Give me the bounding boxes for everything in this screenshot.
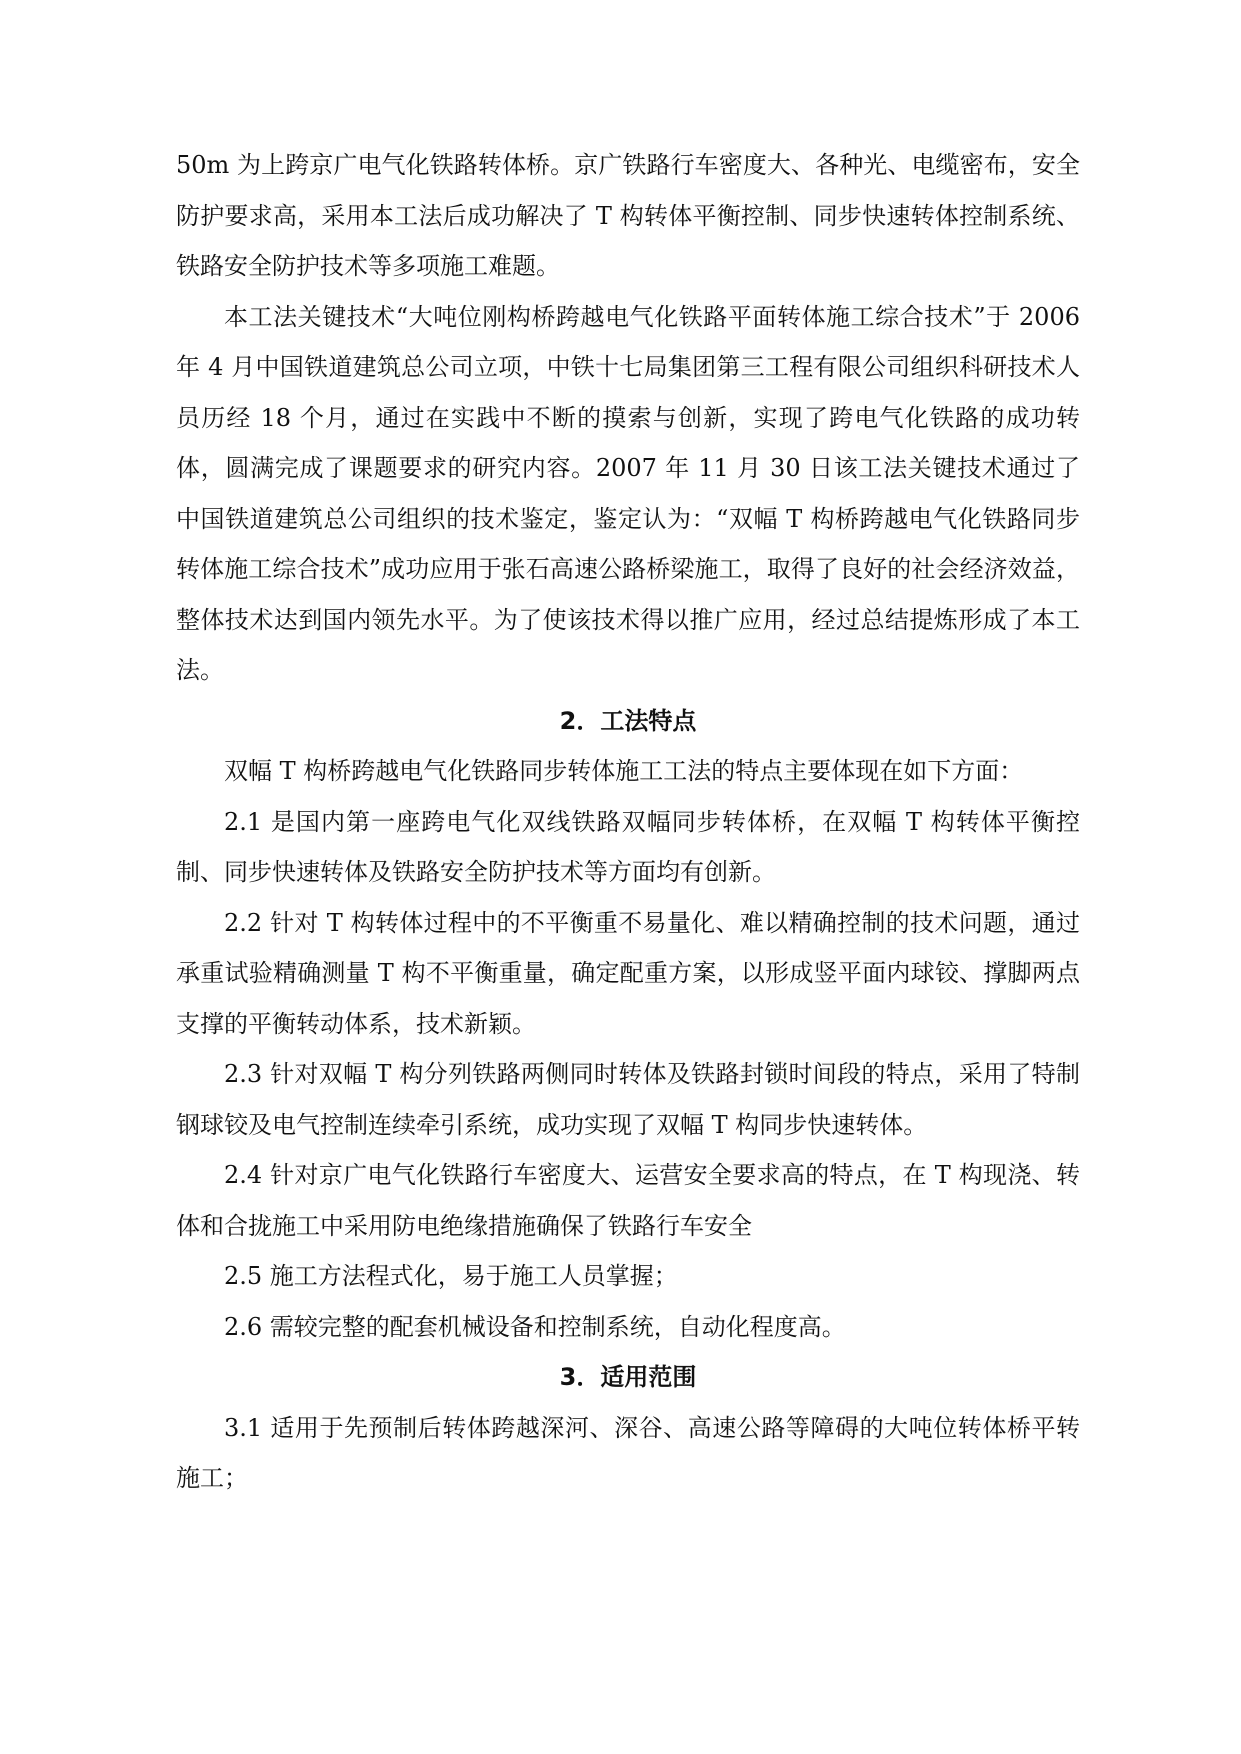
paragraph-key-technology: 本工法关键技术“大吨位刚构桥跨越电气化铁路平面转体施工综合技术”于 2006 年 4 月中国铁道建筑总公司立项，中铁十七局集团第三工程有限公司组织科研技术人员历经 18 个月，通过在实践中不断的摸索与创新，实现了跨电气化铁路的成功转体，圆满完成了课题要求的研究内容。2007 年 11 月 30 日该工法关键技术通过了中国铁道建筑总公司组织的技术鉴定，鉴定认为：“双幅 T 构桥跨越电气化铁路同步转体施工综合技术”成功应用于张石高速公路桥梁施工，取得了良好的社会经济效益，整体技术达到国内领先水平。为了使该技术得以推广应用，经过总结提炼形成了本工法。 — [176, 302, 1080, 684]
feature-item-2-4: 2.4 针对京广电气化铁路行车密度大、运营安全要求高的特点，在 T 构现浇、转体和合拢施工中采用防电绝缘措施确保了铁路行车安全 — [176, 1161, 1080, 1240]
section-heading-scope: 3．适用范围 — [559, 1363, 697, 1391]
document-page — [176, 140, 1080, 1504]
paragraph-continuation: 50m 为上跨京广电气化铁路转体桥。京广铁路行车密度大、各种光、电缆密布，安全防护要求高，采用本工法后成功解决了 T 构转体平衡控制、同步快速转体控制系统、铁路安全防护技术等多项施工难题。 — [176, 151, 1080, 280]
section-features-intro: 双幅 T 构桥跨越电气化铁路同步转体施工工法的特点主要体现在如下方面： — [224, 757, 1024, 785]
feature-item-2-2: 2.2 针对 T 构转体过程中的不平衡重不易量化、难以精确控制的技术问题，通过承重试验精确测量 T 构不平衡重量，确定配重方案，以形成竖平面内球铰、撑脚两点支撑的平衡转动体系，技术新颖。 — [176, 908, 1080, 1038]
feature-item-2-1: 2.1 是国内第一座跨电气化双线铁路双幅同步转体桥，在双幅 T 构转体平衡控制、同步快速转体及铁路安全防护技术等方面均有创新。 — [176, 807, 1080, 886]
feature-item-2-5: 2.5 施工方法程式化，易于施工人员掌握； — [224, 1262, 678, 1290]
section-heading-features: 2．工法特点 — [559, 706, 697, 735]
feature-item-2-6: 2.6 需较完整的配套机械设备和控制系统，自动化程度高。 — [224, 1312, 846, 1341]
feature-item-2-3: 2.3 针对双幅 T 构分列铁路两侧同时转体及铁路封锁时间段的特点，采用了特制钢球铰及电气控制连续牵引系统，成功实现了双幅 T 构同步快速转体。 — [176, 1060, 1080, 1139]
scope-item-3-1: 3.1 适用于先预制后转体跨越深河、深谷、高速公路等障碍的大吨位转体桥平转施工； — [176, 1413, 1080, 1492]
